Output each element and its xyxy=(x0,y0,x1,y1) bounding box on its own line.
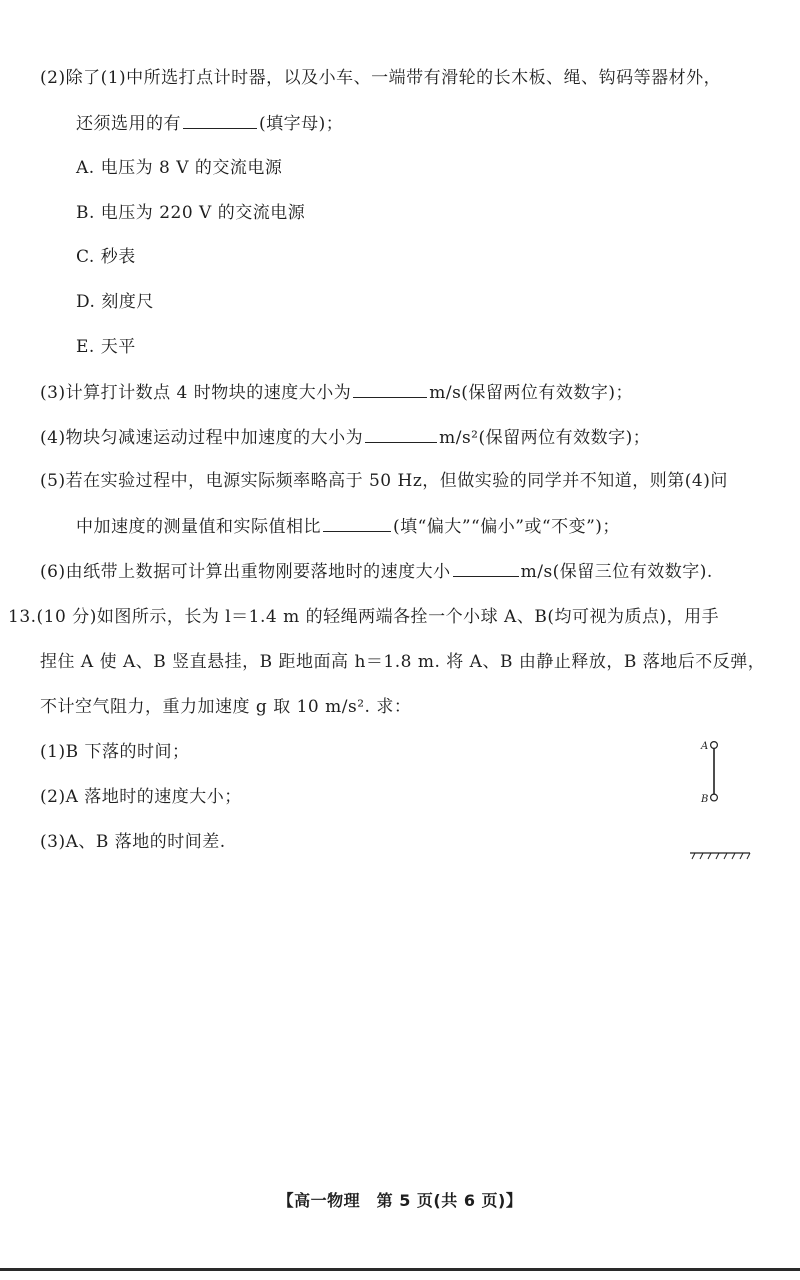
q13-stem-line1: 13.(10 分)如图所示，长为 l＝1.4 m 的轻绳两端各拴一个小球 A、B(均可视为质点)，用手 xyxy=(8,607,720,627)
option-b: B. 电压为 220 V 的交流电源 xyxy=(76,203,306,223)
q13-sub3: (3)A、B 落地的时间差. xyxy=(40,832,226,852)
option-e: E. 天平 xyxy=(76,337,136,357)
option-d: D. 刻度尺 xyxy=(76,292,154,312)
q12-part5-line2 xyxy=(76,514,620,539)
q12-part3-prompt: (3)计算打计数点 4 时物块的速度大小为 xyxy=(40,383,352,403)
q12-part5-line1: (5)若在实验过程中，电源实际频率略高于 50 Hz，但做实验的同学并不知道，则第(4)问 xyxy=(40,471,728,491)
ball-b xyxy=(711,794,718,801)
q12-part3 xyxy=(40,380,633,405)
bottom-rule xyxy=(0,1268,800,1271)
q12-part4-unit: m/s²(保留两位有效数字)； xyxy=(439,428,651,448)
q13-figure xyxy=(690,735,760,865)
ball-a-label: A xyxy=(701,741,709,752)
option-c: C. 秒表 xyxy=(76,247,136,267)
q13-stem-line3: 不计空气阻力，重力加速度 g 取 10 m/s². 求： xyxy=(40,697,412,717)
ground xyxy=(690,853,750,859)
q12-part6-unit: m/s(保留三位有效数字). xyxy=(520,562,713,582)
page-footer: 【高一物理 第 5 页(共 6 页)】 xyxy=(277,1191,523,1210)
ball-b-label: B xyxy=(701,794,709,805)
option-a: A. 电压为 8 V 的交流电源 xyxy=(76,158,283,178)
q13-sub2: (2)A 落地时的速度大小； xyxy=(40,787,242,807)
q12-part2-prompt: 还须选用的有 xyxy=(76,114,181,134)
q12-part4-prompt: (4)物块匀减速运动过程中加速度的大小为 xyxy=(40,428,364,448)
answer-blank[interactable] xyxy=(365,425,437,443)
q12-part3-unit: m/s(保留两位有效数字)； xyxy=(429,383,634,403)
q12-part6 xyxy=(40,559,713,584)
q12-part2-line2 xyxy=(76,111,343,136)
q12-part6-prompt: (6)由纸带上数据可计算出重物刚要落地时的速度大小 xyxy=(40,562,451,582)
q12-part5-hint: (填“偏大”“偏小”或“不变”)； xyxy=(393,517,620,537)
q13-stem-line2: 捏住 A 使 A、B 竖直悬挂，B 距地面高 h＝1.8 m. 将 A、B 由静止释放，B 落地后不反弹， xyxy=(40,652,766,672)
q12-part2-line1: (2)除了(1)中所选打点计时器，以及小车、一端带有滑轮的长木板、绳、钩码等器材外， xyxy=(40,68,722,88)
answer-blank[interactable] xyxy=(453,559,519,577)
answer-blank[interactable] xyxy=(183,111,257,129)
answer-blank[interactable] xyxy=(323,514,391,532)
q12-part2-hint: (填字母)； xyxy=(259,114,344,134)
q13-sub1: (1)B 下落的时间； xyxy=(40,742,190,762)
ball-a xyxy=(711,742,718,749)
answer-blank[interactable] xyxy=(353,380,427,398)
q12-part4 xyxy=(40,425,650,450)
q12-part5-prompt: 中加速度的测量值和实际值相比 xyxy=(76,517,321,537)
